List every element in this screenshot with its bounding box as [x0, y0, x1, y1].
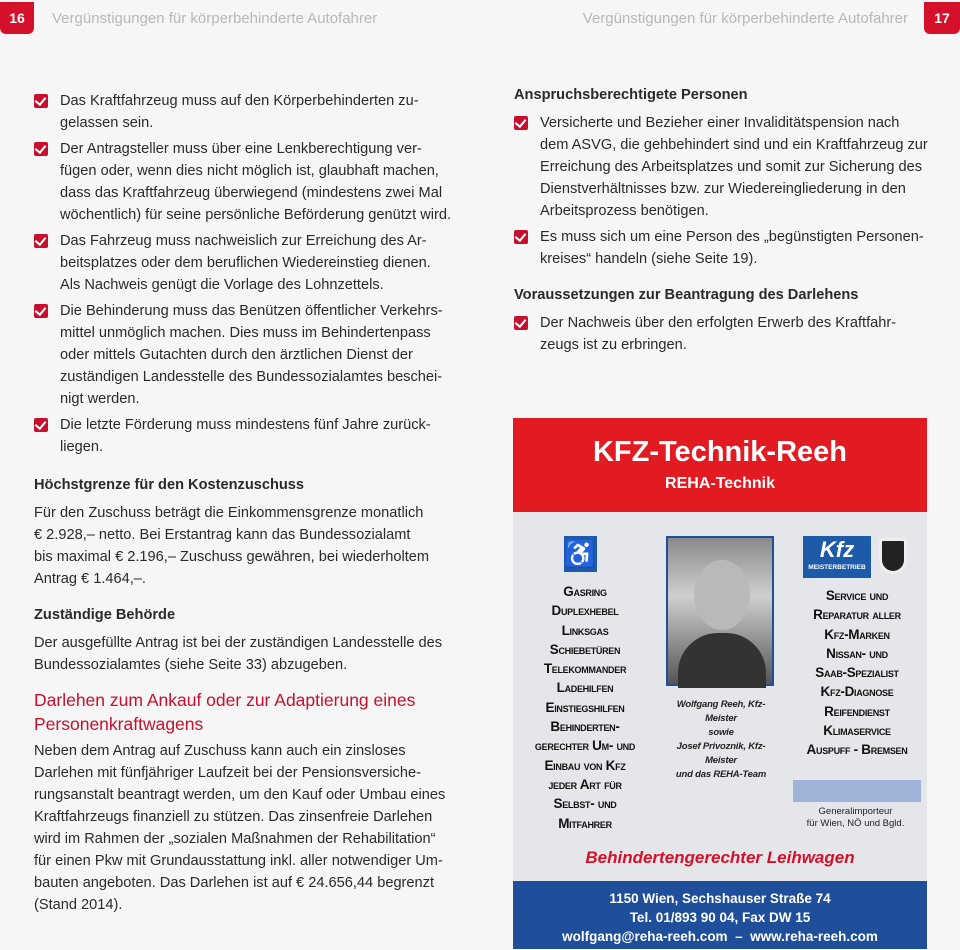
service-item: Nissan- und — [826, 645, 888, 661]
section-title-conditions: Voraussetzungen zur Beantragung des Darlehens — [514, 287, 859, 303]
importer-line: Generalimporteur — [818, 806, 893, 817]
text-line: Die Behinderung muss das Benützen öffentlicher Verkehrs- — [60, 303, 443, 319]
service-item: Telekommander — [543, 661, 627, 677]
service-item: Mitfahrer — [558, 815, 612, 831]
service-item: Kfz-Marken — [824, 626, 890, 642]
text-line: bis maximal € 2.196,– Zuschuss gewähren, bei wiederholtem — [34, 549, 430, 565]
ad-slogan: Behindertengerechter Leihwagen — [585, 848, 855, 867]
text-line: bauten angeboten. Das Darlehen ist auf € 24.656,44 begrenzt — [34, 875, 435, 891]
checkbox-icon — [514, 116, 528, 130]
list-item — [514, 226, 934, 270]
authority-text — [34, 632, 454, 676]
section-title-loan — [34, 688, 454, 736]
text-line: Für den Zuschuss beträgt die Einkommensgrenze monatlich — [34, 505, 424, 521]
text-line: € 2.928,– netto. Bei Erstantrag kann das Bundessozialamt — [34, 527, 411, 543]
ad-subtitle: REHA-Technik — [665, 475, 775, 492]
service-item: Kfz-Diagnose — [820, 684, 894, 700]
checkbox-icon — [34, 142, 48, 156]
checkbox-icon — [34, 304, 48, 318]
checkbox-icon — [514, 230, 528, 244]
section-title-max-subsidy: Höchstgrenze für den Kostenzuschuss — [34, 477, 305, 493]
service-item: Einbau von Kfz — [544, 757, 626, 773]
caption-line: Josef Privoznik, Kfz-Meister — [676, 741, 766, 766]
caption-line: sowie — [708, 727, 734, 738]
text-line: wöchentlich) für seine persönliche Beförderung genützt wird. — [60, 207, 452, 223]
loan-text — [34, 740, 454, 916]
list-item — [34, 90, 454, 134]
importer-logo — [793, 780, 921, 802]
list-item — [34, 230, 454, 296]
text-line: Versicherte und Bezieher einer Invaliditätspension nach — [540, 115, 900, 131]
checkbox-icon — [34, 418, 48, 432]
title-line: Darlehen zum Ankauf oder zur Adaptierung eines — [34, 690, 416, 710]
ad-services-left — [513, 582, 657, 833]
list-item — [34, 414, 454, 458]
service-item: Behinderten- — [550, 719, 620, 735]
inspection-seal-icon — [879, 538, 907, 574]
text-line: Antrag € 1.464,–. — [34, 571, 146, 587]
service-item: jeder Art für — [548, 776, 622, 792]
advertisement-kfz-technik-reeh — [513, 418, 927, 949]
text-line: dass das Kraftfahrzeug überwiegend (mindestens zwei Mal — [60, 185, 443, 201]
photo-caption — [663, 698, 779, 782]
text-line: Das Fahrzeug muss nachweislich zur Erreichung des Ar- — [60, 233, 427, 249]
ad-services-right — [787, 586, 927, 760]
text-line: Dienstverhältnisses bzw. zur Wiedereingliederung in den — [540, 181, 906, 197]
service-item: Ladehilfen — [556, 680, 614, 696]
service-item: Linksgas — [561, 622, 609, 638]
caption-line: Wolfgang Reeh, Kfz-Meister — [676, 699, 766, 724]
eligible-list — [514, 112, 934, 270]
requirements-list — [34, 90, 454, 458]
text-line: oder mittels Gutachten durch den ärztlichen Dienst der — [60, 347, 413, 363]
left-column — [34, 90, 454, 916]
checkbox-icon — [34, 94, 48, 108]
importer-line: für Wien, NÖ und Bgld. — [806, 818, 905, 829]
service-item: Schiebetüren — [549, 641, 621, 657]
text-line: Darlehen mit fünfjähriger Laufzeit bei der Pensionsversiche- — [34, 765, 421, 781]
ad-web: wolfgang@reha-reeh.com – www.reha-reeh.com — [562, 929, 878, 944]
title-line: Personenkraftwagens — [34, 714, 204, 734]
service-item: gerechter Um- und — [534, 738, 636, 754]
text-line: für einen Pkw mit Grundausstattung inkl. aller notwendiger Um- — [34, 853, 443, 869]
service-item: Gasring — [563, 584, 607, 599]
wheelchair-icon: ♿ — [564, 536, 597, 572]
text-line: gelassen sein. — [60, 115, 154, 131]
text-line: Die letzte Förderung muss mindestens fünf Jahre zurück- — [60, 417, 431, 433]
conditions-list — [514, 312, 934, 356]
text-line: dem ASVG, die gehbehindert sind und ein Kraftfahrzeug zur — [540, 137, 928, 153]
checkbox-icon — [34, 234, 48, 248]
text-line: zeugs ist zu erbringen. — [540, 337, 687, 353]
text-line: zuständigen Landesstelle des Bundessozialamtes beschei- — [60, 369, 443, 385]
text-line: Kraftfahrzeugs finanziell zu stützen. Das zinsenfreie Darlehen — [34, 809, 433, 825]
section-title-authority: Zuständige Behörde — [34, 607, 176, 623]
service-item: Reparatur aller — [813, 607, 901, 623]
running-title-right: Vergünstigungen für körperbehinderte Autofahrer — [582, 10, 908, 27]
text-line: Der Antragsteller muss über eine Lenkberechtigung ver- — [60, 141, 422, 157]
text-line: kreises“ handeln (siehe Seite 19). — [540, 251, 758, 267]
running-title-left: Vergünstigungen für körperbehinderte Autofahrer — [52, 10, 378, 27]
text-line: Als Nachweis genügt die Vorlage des Lohnzettels. — [60, 277, 384, 293]
importer-text — [783, 806, 927, 830]
text-line: rungsanstalt beantragt werden, um den Kauf oder Umbau eines — [34, 787, 446, 803]
checkbox-icon — [514, 316, 528, 330]
list-item — [34, 300, 454, 410]
service-item: Einstiegshilfen — [545, 699, 625, 715]
text-line: Neben dem Antrag auf Zuschuss kann auch ein zinsloses — [34, 743, 406, 759]
text-line: liegen. — [60, 439, 104, 455]
text-line: Das Kraftfahrzeug muss auf den Körperbehinderten zu- — [60, 93, 419, 109]
kfz-meisterbetrieb-logo — [803, 536, 871, 578]
text-line: Arbeitsprozess benötigen. — [540, 203, 709, 219]
text-line: Bundessozialamtes (siehe Seite 33) abzugeben. — [34, 657, 348, 673]
service-item: Reifendienst — [824, 703, 890, 719]
caption-line: und das REHA-Team — [675, 769, 767, 780]
text-line: Der Nachweis über den erfolgten Erwerb des Kraftfahr- — [540, 315, 897, 331]
text-line: mittel unmöglich machen. Dies muss im Behindertenpass — [60, 325, 431, 341]
service-item: Selbst- und — [553, 796, 617, 812]
service-item: Duplexhebel — [551, 603, 619, 619]
ad-phone: Tel. 01/893 90 04, Fax DW 15 — [629, 910, 811, 925]
section-title-eligible: Anspruchsberechtigete Personen — [514, 87, 748, 103]
list-item — [514, 112, 934, 222]
kfz-logo-text: Kfz — [819, 537, 855, 562]
service-item: Service und — [825, 588, 889, 603]
text-line: Es muss sich um eine Person des „begünstigten Personen- — [540, 229, 924, 245]
ad-title: KFZ-Technik-Reeh — [592, 436, 848, 468]
text-line: Erreichung des Arbeitsplatzes und somit zur Sicherung des — [540, 159, 923, 175]
text-line: wird im Rahmen der „sozialen Maßnahmen der Rehabilitation“ — [34, 831, 436, 847]
service-item: Klimaservice — [823, 723, 891, 739]
text-line: beitsplatzes oder dem beruflichen Wiedereinstieg dienen. — [60, 255, 431, 271]
text-line: nigt werden. — [60, 391, 140, 407]
text-line: (Stand 2014). — [34, 897, 123, 913]
text-line: fügen oder, wenn dies nicht möglich ist, glaubhaft machen, — [60, 163, 439, 179]
page-number-left: 16 — [0, 2, 34, 34]
list-item — [514, 312, 934, 356]
kfz-logo-sub: MEISTERBETRIEB — [808, 564, 866, 571]
list-item — [34, 138, 454, 226]
right-column — [514, 84, 934, 360]
text-line: Der ausgefüllte Antrag ist bei der zuständigen Landesstelle des — [34, 635, 443, 651]
service-item: Auspuff - Bremsen — [806, 742, 908, 758]
portrait-photo — [666, 536, 774, 686]
ad-address: 1150 Wien, Sechshauser Straße 74 — [609, 891, 831, 906]
page-number-right: 17 — [924, 2, 960, 34]
max-subsidy-text — [34, 502, 454, 590]
service-item: Saab-Spezialist — [815, 665, 899, 681]
